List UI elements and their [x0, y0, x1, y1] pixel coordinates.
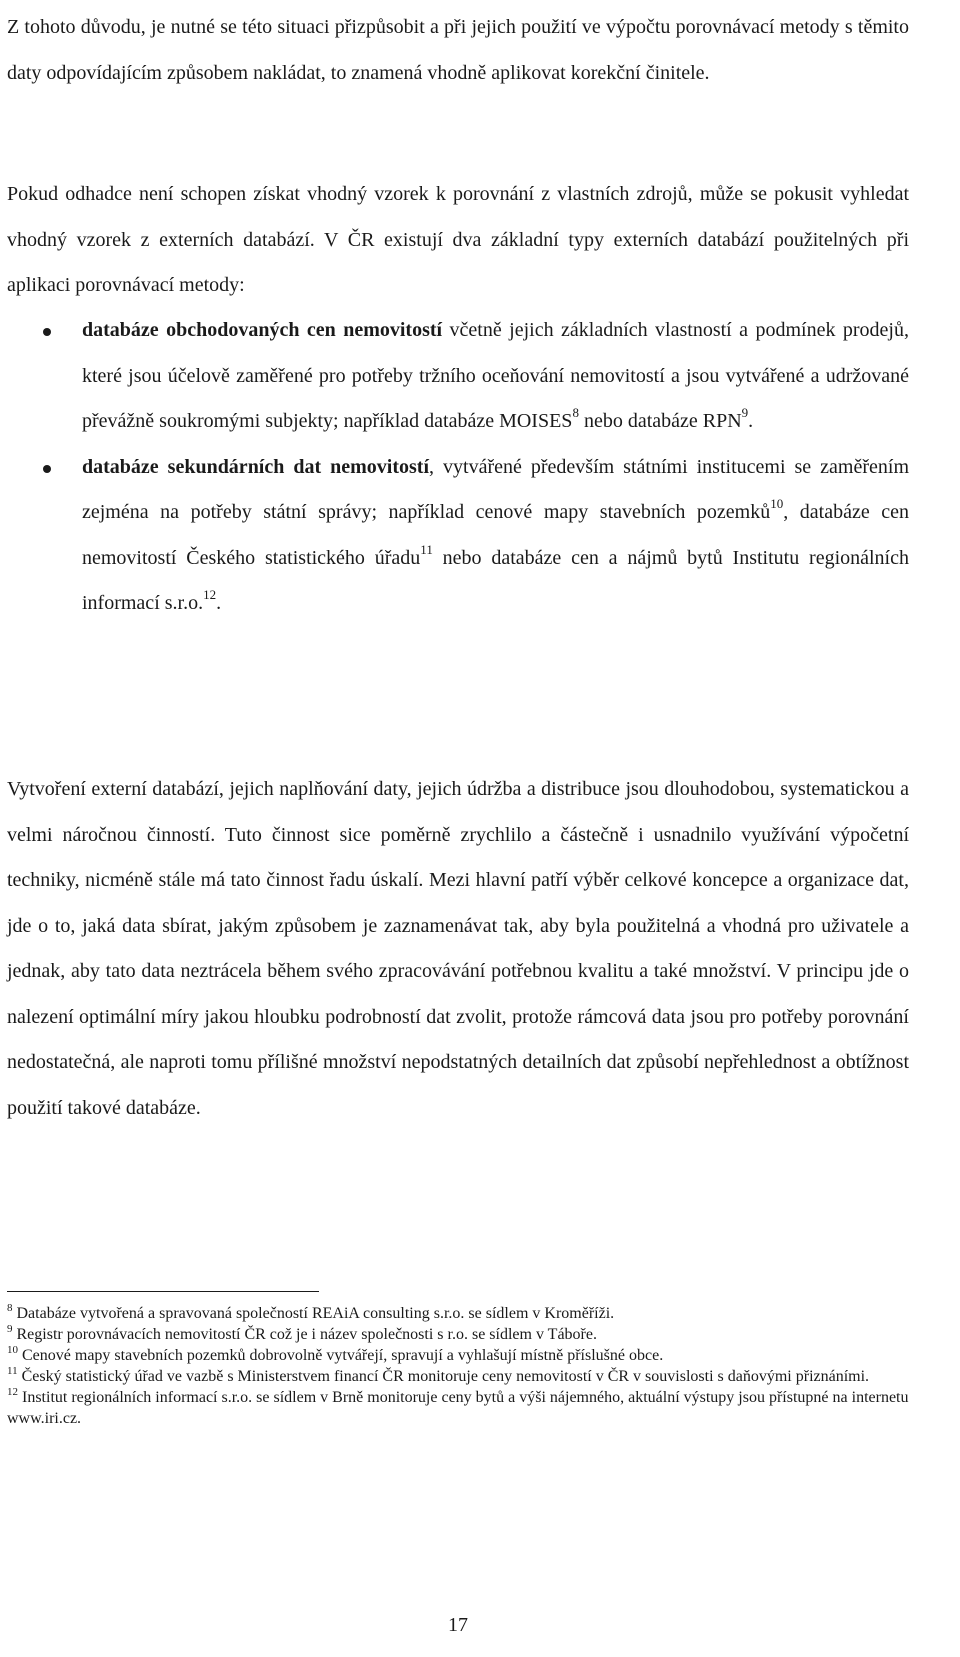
footnote-text: Registr porovnávacích nemovitostí ČR což je i název společnosti s r.o. se sídlem v Táboře. [12, 1326, 597, 1343]
footnote-text: Cenové mapy stavebních pozemků dobrovolně vytvářejí, spravují a vyhlašují místně příslušné obce. [18, 1347, 664, 1364]
paragraph-database-creation: Vytvoření externí databází, jejich naplňování daty, jejich údržba a distribuce jsou dlouhodobou, systematickou a velmi náročnou činností. Tuto činnost sice poměrně zrychlilo a částečně i usnadnilo využívání výpočetní techniky, nicméně stále má tato činnost řadu úskalí. Mezi hlavní patří výběr celkové koncepce a organizace dat, jde o to, jaká data sbírat, jakým způsobem je zaznamenávat tak, aby byla použitelná a vhodná pro uživatele a jednak, aby tato data neztrácela během svého zpracovávání potřebnou kvalitu a také množství. V principu jde o nalezení optimální míry jakou hloubku podrobností dat zvolit, protože rámcová data jsou pro potřeby porovnání nedostatečná, ale naproti tomu přílišné množství nepodstatných detailních dat způsobí nepřehlednost a obtížnost použití takové databáze. [7, 778, 909, 1119]
footnote-text: Institut regionálních informací s.r.o. se sídlem v Brně monitoruje ceny bytů a výši nájemného, aktuální výstupy jsou přístupné na internetu www.iri.cz. [7, 1389, 909, 1427]
footnote [7, 1366, 909, 1387]
footnote [7, 1345, 909, 1366]
bullet-text: nebo databáze cen a nájmů bytů Institutu regionálních informací s.r.o. [82, 546, 909, 614]
paragraph-external-databases: Pokud odhadce není schopen získat vhodný vzorek k porovnání z vlastních zdrojů, může se pokusit vyhledat vhodný vzorek z externích databází. V ČR existují dva základní typy externích databází použitelných při aplikaci porovnávací metody: [7, 183, 909, 296]
footnote-number: 12 [7, 1385, 18, 1398]
footnote-ref: 11 [420, 541, 433, 557]
footnote-text: Databáze vytvořená a spravovaná společností REAiA consulting s.r.o. se sídlem v Kroměříži. [12, 1305, 615, 1322]
footnote [7, 1324, 909, 1345]
footnote-number: 10 [7, 1343, 18, 1356]
footnotes [7, 1303, 909, 1429]
bullet-text: . [748, 410, 754, 432]
bullet-text: , vytvářené především státními institucemi se zaměřením zejména na potřeby státní správy; například cenové mapy stavebních pozemků [82, 455, 909, 523]
bullet-term: databáze sekundárních dat nemovitostí [82, 455, 430, 478]
footnote-ref: 9 [741, 405, 749, 421]
bullet-icon [43, 465, 51, 473]
footnote-number: 9 [7, 1322, 13, 1335]
footnote-number: 8 [7, 1301, 13, 1314]
footnote-divider [7, 1291, 319, 1292]
bullet-text: nebo databáze RPN [578, 410, 742, 432]
paragraph-intro: Z tohoto důvodu, je nutné se této situaci přizpůsobit a při jejich použití ve výpočtu porovnávací metody s těmito daty odpovídajícím způsobem nakládat, to znamená vhodně aplikovat korekční činitele. [7, 16, 909, 84]
bullet-icon [43, 328, 51, 336]
footnote [7, 1387, 909, 1429]
list-item [7, 445, 909, 627]
bullet-text: . [216, 592, 222, 614]
bullet-text: , databáze cen nemovitostí Českého statistického úřadu [82, 501, 910, 569]
footnote-ref: 8 [572, 405, 579, 421]
footnote-ref: 10 [770, 496, 784, 512]
list-item [7, 308, 909, 445]
footnote-number: 11 [7, 1364, 18, 1377]
footnote-text: Český statistický úřad ve vazbě s Ministerstvem financí ČR monitoruje ceny nemovitostí v ČR v souvislosti s daňovými přiznáními. [17, 1368, 870, 1385]
bullet-term: databáze obchodovaných cen nemovitostí [82, 319, 443, 341]
footnote-ref: 12 [203, 587, 217, 603]
bullet-list [7, 308, 909, 627]
footnote [7, 1303, 909, 1324]
page-number: 17 [448, 1614, 468, 1636]
bullet-text: včetně jejich základních vlastností a podmínek prodejů, které jsou účelově zaměřené pro potřeby tržního oceňování nemovitostí a jsou vytvářené a udržované převážně soukromými subjekty; například databáze MOISES [82, 319, 909, 432]
